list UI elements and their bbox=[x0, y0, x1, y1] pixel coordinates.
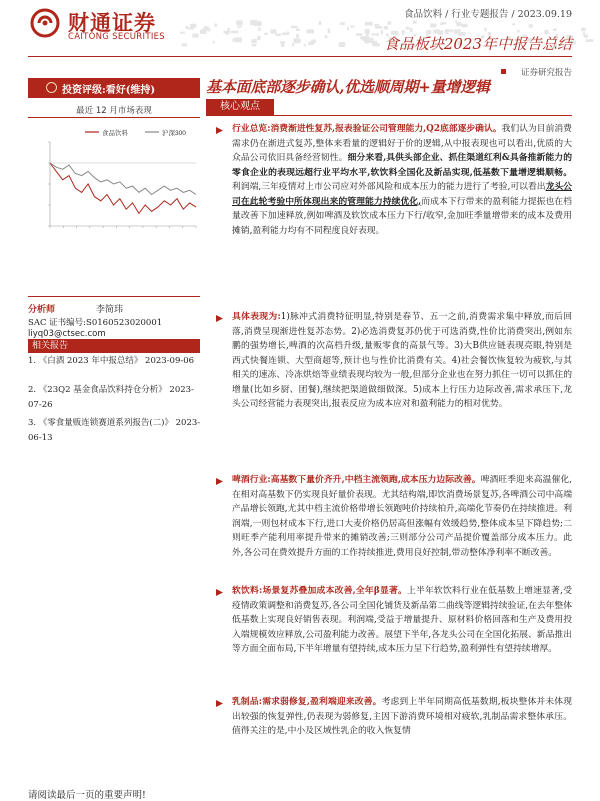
pattern-block bbox=[381, 30, 383, 34]
pattern-block bbox=[270, 29, 276, 33]
pattern-block bbox=[190, 24, 196, 28]
footer-disclaimer: 请阅读最后一页的重要声明! bbox=[28, 790, 146, 801]
pattern-block bbox=[328, 28, 331, 33]
related-report-link[interactable]: 2. 《23Q2 基金食品饮料持仓分析》 2023-07-26 bbox=[28, 385, 194, 410]
main-title: 基本面底部逐步确认,优选顺周期+量增逻辑 bbox=[206, 78, 490, 96]
pattern-block bbox=[275, 34, 281, 36]
pattern-block bbox=[430, 23, 436, 27]
logo-text-cn: 财通证券 bbox=[68, 10, 156, 35]
pattern-block bbox=[339, 42, 346, 47]
pattern-block bbox=[406, 27, 410, 30]
pattern-block bbox=[251, 39, 256, 43]
pattern-block bbox=[294, 38, 301, 43]
analyst-email-link[interactable]: liyq03@ctsec.com bbox=[28, 329, 106, 339]
rating-text: 投资评级:看好(维持) bbox=[62, 85, 156, 96]
analyst-certificate: SAC 证书编号:S0160523020001 bbox=[28, 318, 163, 328]
key-points-divider bbox=[206, 115, 572, 116]
pattern-block bbox=[296, 34, 299, 38]
pattern-block bbox=[484, 28, 486, 32]
legend-label: 食品饮料 bbox=[102, 130, 128, 137]
pattern-block bbox=[388, 21, 392, 25]
pattern-block bbox=[319, 21, 321, 25]
pattern-block bbox=[231, 31, 239, 34]
pattern-block bbox=[369, 41, 374, 43]
related-report-link[interactable]: 3. 《零食量贩连锁赛道系列报告(二)》 2023-06-13 bbox=[28, 418, 201, 443]
pattern-block bbox=[455, 20, 457, 23]
analyst-label: 分析师 bbox=[28, 305, 56, 315]
analyst-name: 李简玮 bbox=[96, 305, 124, 315]
caitong-logo-icon bbox=[30, 8, 60, 38]
dept-marker-icon bbox=[501, 69, 506, 74]
bullet-icon bbox=[216, 315, 223, 322]
pattern-block bbox=[281, 43, 284, 47]
bullet-icon bbox=[216, 127, 223, 134]
pattern-block bbox=[440, 22, 443, 25]
pattern-block bbox=[182, 44, 188, 47]
bullet-icon bbox=[216, 589, 223, 596]
pattern-block bbox=[192, 34, 198, 38]
pattern-block bbox=[227, 28, 230, 31]
pattern-block bbox=[237, 25, 242, 27]
pattern-block bbox=[462, 24, 467, 28]
related-reports-title: 相关报告 bbox=[32, 341, 69, 351]
pattern-block bbox=[214, 24, 217, 27]
pattern-block bbox=[384, 26, 388, 30]
pattern-block bbox=[340, 22, 345, 25]
pattern-block bbox=[365, 22, 373, 26]
pattern-block bbox=[325, 35, 328, 38]
pattern-block bbox=[311, 40, 316, 44]
pattern-block bbox=[282, 33, 287, 36]
paragraph-performance: 具体表现为:1)脉冲式消费特征明显,特别是春节、五一之前,消费需求集中释放,而后回落,消费呈现渐进性复苏态势。2)必选消费复苏仍优于可选消费,性价比消费突出,例如东鹏的强势增长,啤酒的次高档升级,量贩零食的高景气等。3)大B供应链表现亮眼,特别是西式快餐连锁、大型商超等,预计也与性价比消费有关。4)社会餐饮恢复较为疲软,与其相关的速冻、冷冻烘焙等业绩表现均较为一般,但部分企业也在努力抓住一切可以抓住的增量(比如乡厨、团餐),继续把渠道做细做深。5)成本上行压力边际改善,需求承压下,龙头公司经营能力表现突出,报表反应为成本应对和盈利能力的相对优势。 bbox=[232, 312, 573, 409]
pattern-block bbox=[223, 31, 230, 33]
pattern-block bbox=[188, 27, 194, 29]
pattern-block bbox=[307, 29, 314, 33]
pattern-block bbox=[292, 43, 294, 46]
pattern-block bbox=[250, 20, 257, 25]
pattern-block bbox=[236, 20, 243, 25]
chart-divider bbox=[28, 117, 200, 118]
related-report-link[interactable]: 1. 《白酒 2023 年中报总结》 2023-09-06 bbox=[28, 356, 195, 366]
pattern-block bbox=[258, 27, 260, 31]
header-meta: 食品饮料 / 行业专题报告 / 2023.09.19 bbox=[404, 9, 572, 20]
paragraph-soft-drinks: 软饮料:场景复苏叠加成本改善,全年β显著。上半年软饮料行业在低基数上增速显著,受疫情政策调整和消费复苏,各公司全国化铺货及新品第二曲线等逻辑持续验证,在去年整体低基数上实现良好销售表现。利润端,受益于增量提升、原材料价格回落和生产及费用投入端规模效应释放,公司盈利能力改善。展望下半年,各龙头公司在全国化拓展、新品推出等方面全面布局,下半年增量有望持续,成本压力呈下行趋势,盈利弹性有望持续增厚。 bbox=[232, 586, 572, 654]
bullet-icon bbox=[216, 700, 223, 707]
header-divider bbox=[28, 56, 572, 57]
pattern-block bbox=[586, 39, 594, 42]
pattern-block bbox=[204, 26, 209, 30]
pattern-block bbox=[186, 26, 189, 29]
paragraph-dairy: 乳制品:需求弱修复,盈利端迎来改善。考虑到上半年同期高低基数期,板块整体并未体现出较强的恢复弹性,仍表现为弱修复,主因下游消费环境相对疲软,乳制品需求整体承压。值得关注的是,中小及区域性乳企的收入恢复情 bbox=[232, 697, 572, 736]
pattern-block bbox=[372, 33, 379, 35]
pattern-block bbox=[350, 25, 354, 27]
series-line bbox=[50, 163, 196, 213]
pattern-block bbox=[296, 29, 300, 32]
chart-caption: 最近 12 月市场表现 bbox=[76, 106, 152, 116]
pattern-block bbox=[236, 37, 242, 42]
pattern-block bbox=[304, 44, 306, 46]
pattern-block bbox=[375, 26, 382, 29]
pattern-block bbox=[446, 30, 453, 32]
analyst-divider bbox=[28, 296, 200, 297]
pattern-block bbox=[442, 22, 446, 24]
pattern-block bbox=[365, 29, 370, 34]
series-line bbox=[50, 163, 196, 195]
market-performance-chart bbox=[30, 122, 202, 272]
logo-text-en: CAITONG SECURITIES bbox=[68, 32, 165, 42]
pattern-block bbox=[291, 26, 298, 28]
pattern-block bbox=[529, 24, 533, 27]
pattern-block bbox=[264, 33, 268, 35]
report-title: 食品板块2023年中报告总结 bbox=[383, 35, 572, 53]
pattern-block bbox=[584, 35, 588, 38]
pattern-block bbox=[512, 23, 515, 25]
pattern-block bbox=[581, 28, 586, 32]
pattern-block bbox=[252, 44, 257, 47]
legend-label: 沪深300 bbox=[162, 130, 186, 137]
pattern-block bbox=[410, 28, 413, 32]
bullet-icon bbox=[216, 478, 223, 485]
rating-coin-icon bbox=[46, 82, 57, 93]
paragraph-overview: 行业总览:消费渐进性复苏,报表验证公司管理能力,Q2底部逐步确认。我们认为目前消费需求仍在渐进式复苏,整体来看量的逻辑好于价的逻辑,从中报表现也可以看出,优质的大众品公司依旧具备经营韧性。细分来看,具供头部企业、抓住渠道红利&具备推新能力的零食企业的表现远超行业平均水平,软饮料全国化及新品实现,低基数下量增逻辑顺畅。利润端,三年疫情对上市公司应对外部风险和成本压力的能力进行了考验,可以看出龙头公司在此轮考验中所体现出来的管理能力持续优化,而成本下行带来的盈利能力提振也在档量改善下加速释放,例如啤酒及软饮成本压力下行/收窄,金加旺季量增带来的成本及费用摊销,盈利能力均有不同程度良好表现。 bbox=[232, 124, 572, 236]
paragraph-beer: 啤酒行业:高基数下量价齐升,中档主流领跑,成本压力边际改善。啤酒旺季迎来高温催化,在相对高基数下仍实现良好量价表现。尤其结构端,即饮消费场景复苏,各啤酒公司中高端产品增长领跑,尤其中档主流价格带增长领跑吨价持续柏升,高端化节奏仍在持续推进。利润端,一则包材成本下行,进口大麦价格仍居高但涨幅有效缓趋势,整体成本呈下降趋势;二则旺季产能利用率提升带来的摊销改善;三则部分公司产品提价覆盖部分成本压力。此外,各公司在费效提升方面的工作持续推进,费用良好控制,带动整体净利率不断改善。 bbox=[232, 475, 572, 558]
pattern-block bbox=[360, 37, 367, 39]
pattern-block bbox=[457, 24, 463, 27]
pattern-block bbox=[257, 36, 260, 40]
key-points-title: 核心观点 bbox=[220, 101, 260, 112]
pattern-block bbox=[212, 41, 215, 43]
pattern-block bbox=[413, 21, 417, 24]
pattern-block bbox=[287, 31, 290, 35]
pattern-block bbox=[356, 33, 362, 36]
pattern-block bbox=[180, 32, 185, 34]
pattern-block bbox=[373, 43, 380, 46]
dept-label: 证券研究报告 bbox=[520, 68, 572, 78]
pattern-block bbox=[553, 28, 557, 31]
pattern-block bbox=[347, 27, 349, 30]
